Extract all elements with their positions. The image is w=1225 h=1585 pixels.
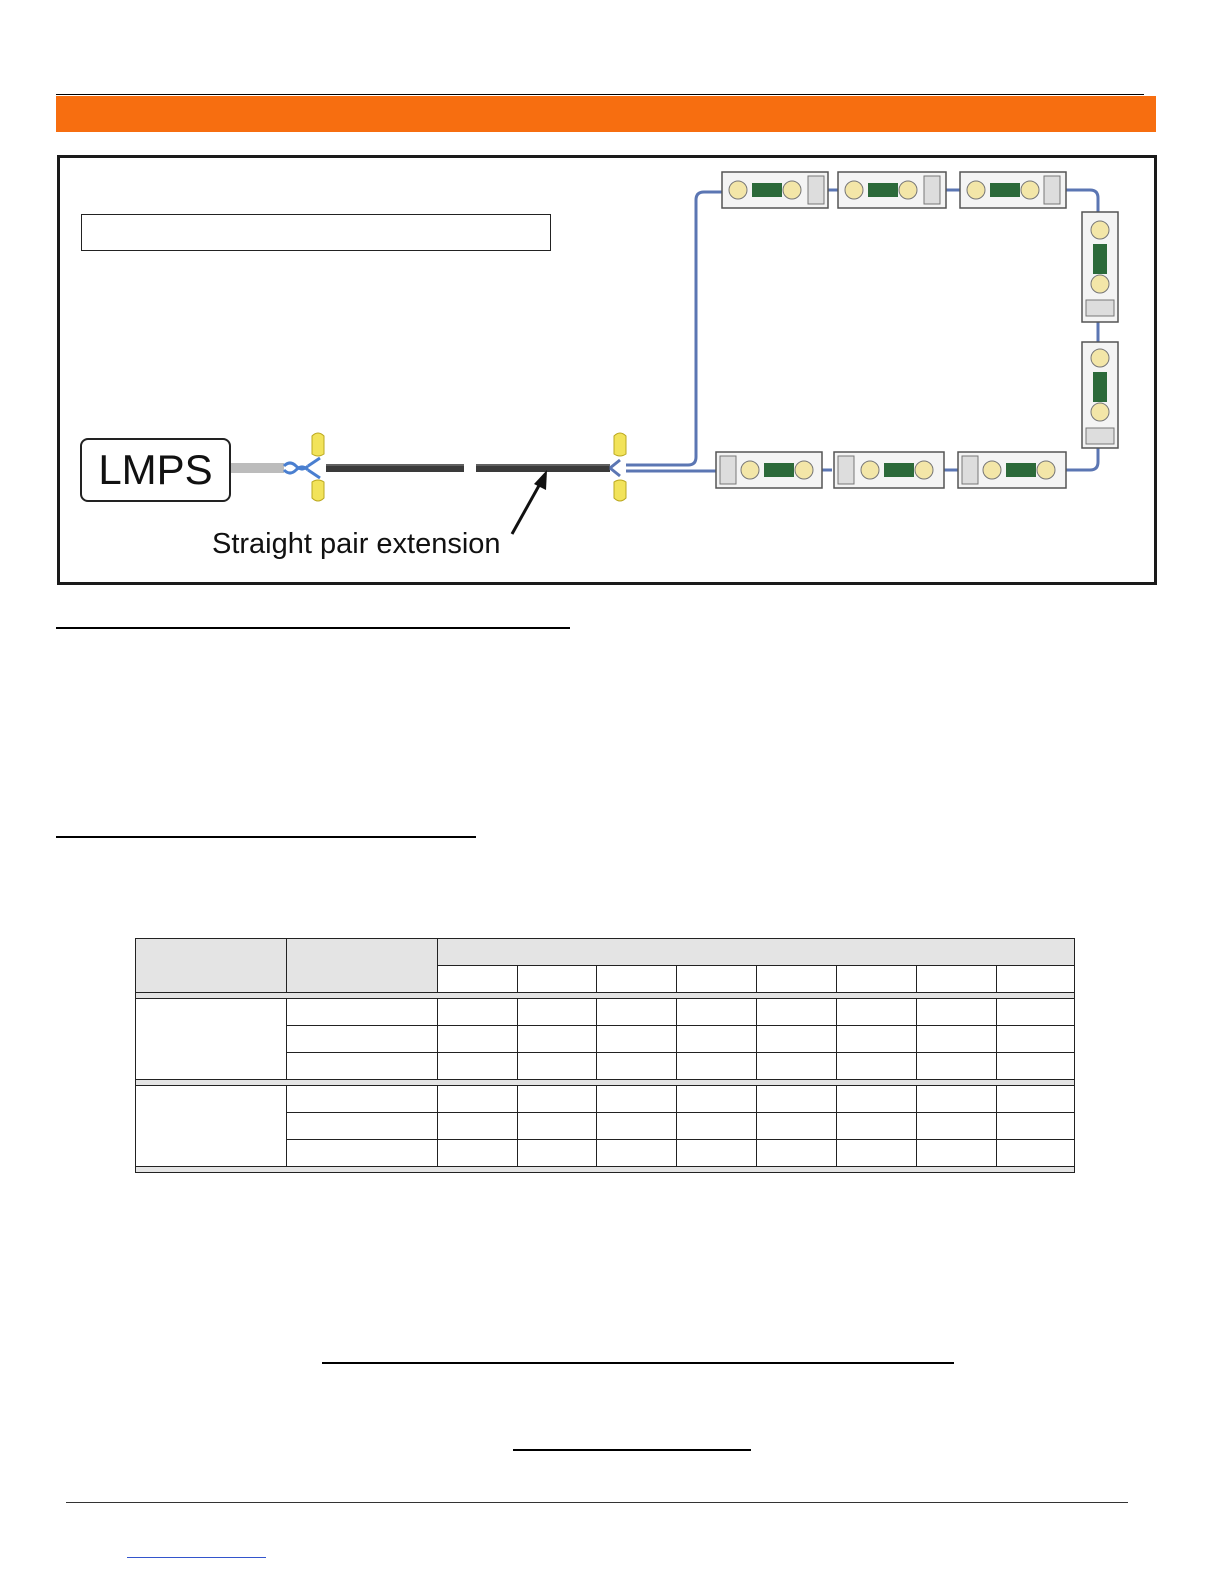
led-module-icon	[716, 452, 822, 488]
table-header-cell	[517, 966, 597, 993]
table-group-cell	[136, 1086, 287, 1167]
table-header-cell	[757, 966, 837, 993]
table-header-cell	[597, 966, 677, 993]
extension-label: Straight pair extension	[212, 528, 501, 560]
table-separator-row	[136, 1167, 1075, 1173]
header-rule	[56, 94, 1144, 95]
table-header-cell	[837, 966, 917, 993]
led-module-icon	[1082, 342, 1118, 448]
table-header-cell	[677, 966, 757, 993]
footer-rule	[66, 1502, 1128, 1503]
led-module-icon	[722, 172, 828, 208]
table-header-cell	[997, 966, 1075, 993]
section-heading-underline	[56, 836, 476, 838]
callout-arrow-head-icon	[534, 470, 547, 490]
footer-link-underline[interactable]	[127, 1557, 266, 1558]
table-row	[136, 1086, 1075, 1113]
notice-underline	[322, 1362, 954, 1364]
led-module-icon	[958, 452, 1066, 488]
table-header-cell	[437, 939, 1074, 966]
notice-underline	[513, 1449, 751, 1451]
led-module-icon	[960, 172, 1066, 208]
callout-arrow	[512, 482, 541, 534]
diagram-caption-box	[81, 214, 551, 251]
led-module-icon	[838, 172, 946, 208]
module-wire	[626, 192, 722, 465]
table-header-cell	[286, 939, 437, 993]
wire-nut-icon	[614, 433, 626, 456]
table-header-cell	[917, 966, 997, 993]
table-header-row	[136, 939, 1075, 966]
table-header-cell	[136, 939, 287, 993]
section-header-bar	[56, 96, 1156, 132]
table-header-cell	[437, 966, 517, 993]
lmps-lead-wire	[229, 463, 284, 473]
wire-nut-icon	[614, 480, 626, 501]
led-module-icon	[834, 452, 944, 488]
wire-nut-icon	[312, 480, 324, 501]
wire-nut-icon	[312, 433, 324, 456]
spec-table	[135, 938, 1075, 1173]
section-heading-underline	[56, 627, 570, 629]
table-row	[136, 999, 1075, 1026]
lmps-power-supply-label: LMPS	[80, 438, 231, 502]
led-module-icon	[1082, 212, 1118, 322]
module-wire	[822, 322, 1098, 470]
table-group-cell	[136, 999, 287, 1080]
